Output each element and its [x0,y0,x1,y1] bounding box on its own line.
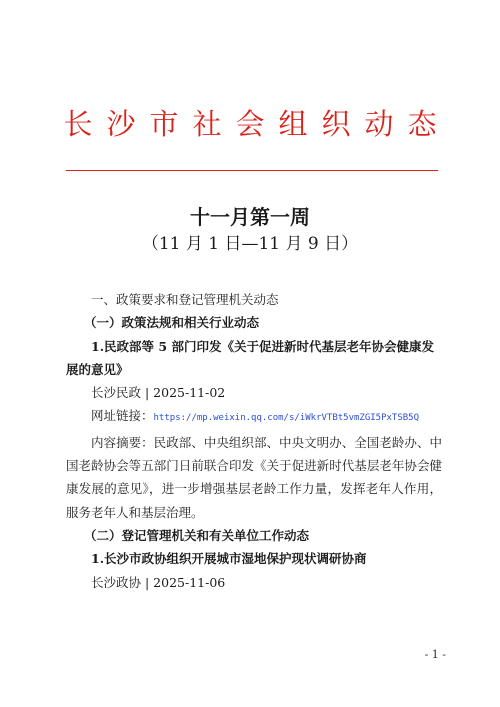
page-number: - 1 - [424,648,446,661]
masthead-title: 长沙市社会组织动态 [63,107,451,141]
issue-date-range: （11 月 1 日—11 月 9 日） [141,234,359,254]
article-title: 1.长沙市政协组织开展城市湿地保护现状调研协商 [91,551,367,567]
article-source: 长沙政协 | 2025-11-06 [91,574,226,590]
article-source: 长沙民政 | 2025-11-02 [91,385,226,401]
document-body [66,288,442,594]
masthead-divider [66,170,438,171]
issue-title: 十一月第一周 [190,205,310,229]
article-link[interactable]: https://mp.weixin.qq.com/s/iWkrVTBt5vmZGI5PxTSB5Q [153,413,420,424]
link-label: 网址链接： [91,408,154,424]
subsection-heading: （一）政策法规和相关行业动态 [84,315,260,331]
article-link-line [66,404,442,430]
article-summary: 内容摘要：民政部、中央组织部、中央文明办、全国老龄办、中国老龄协会等五部门日前联合印发《关于促进新时代基层老年协会健康发展的意见》，进一步增强基层老龄工作力量，发挥老年人作用，服务老年人和基层治理。 [66,434,442,520]
section-heading: 一、政策要求和登记管理机关动态 [91,292,279,307]
article-title: 1.民政部等 5 部门印发《关于促进新时代基层老年协会健康发展的意见》 [66,338,434,377]
subsection-heading: （二）登记管理机关和有关单位工作动态 [84,527,310,543]
